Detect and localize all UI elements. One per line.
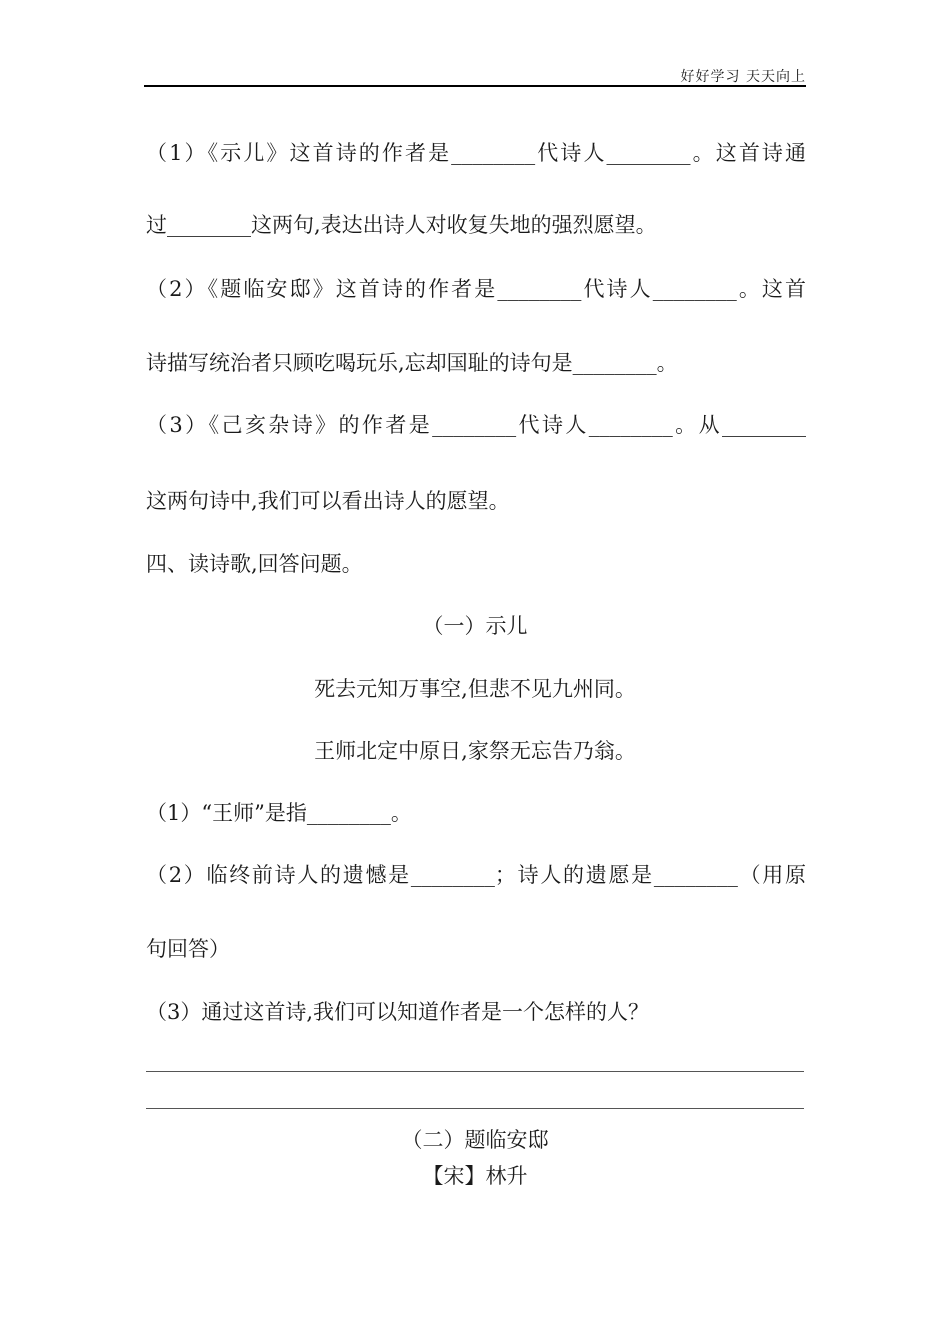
- question-1-line-1: （1）《示儿》这首诗的作者是________代诗人________。这首诗通: [146, 141, 806, 165]
- poem-2-title: （二）题临安邸: [401, 1128, 549, 1152]
- question-1-line-2: 过________这两句,表达出诗人对收复失地的强烈愿望。: [146, 213, 657, 237]
- question-2-line-1: （2）《题临安邸》这首诗的作者是________代诗人________。这首: [146, 277, 806, 301]
- answer-line-2[interactable]: [146, 1108, 804, 1109]
- question-3-line-1: （3）《己亥杂诗》的作者是________代诗人________。从________: [146, 413, 806, 437]
- question-2-line-2: 诗描写统治者只顾吃喝玩乐,忘却国耻的诗句是________。: [146, 351, 678, 375]
- header-rule: [144, 85, 806, 87]
- poem-2-author: 【宋】林升: [422, 1164, 528, 1188]
- poem-1-question-2-line-2: 句回答）: [146, 937, 230, 961]
- poem-1-title: （一）示儿: [422, 614, 528, 638]
- poem-1-question-1: （1）“王师”是指________。: [146, 801, 412, 825]
- poem-1-line-2: 王师北定中原日,家祭无忘告乃翁。: [314, 739, 636, 763]
- answer-line-1[interactable]: [146, 1071, 804, 1072]
- question-3-line-2: 这两句诗中,我们可以看出诗人的愿望。: [146, 489, 510, 513]
- page-header-text: 好好学习 天天向上: [680, 69, 806, 85]
- poem-1-question-3: （3）通过这首诗,我们可以知道作者是一个怎样的人？: [146, 1000, 650, 1024]
- poem-1-line-1: 死去元知万事空,但悲不见九州同。: [314, 677, 636, 701]
- poem-1-question-2-line-1: （2）临终前诗人的遗憾是________；诗人的遗愿是________（用原: [146, 863, 806, 887]
- section-four-heading: 四、读诗歌,回答问题。: [146, 552, 363, 576]
